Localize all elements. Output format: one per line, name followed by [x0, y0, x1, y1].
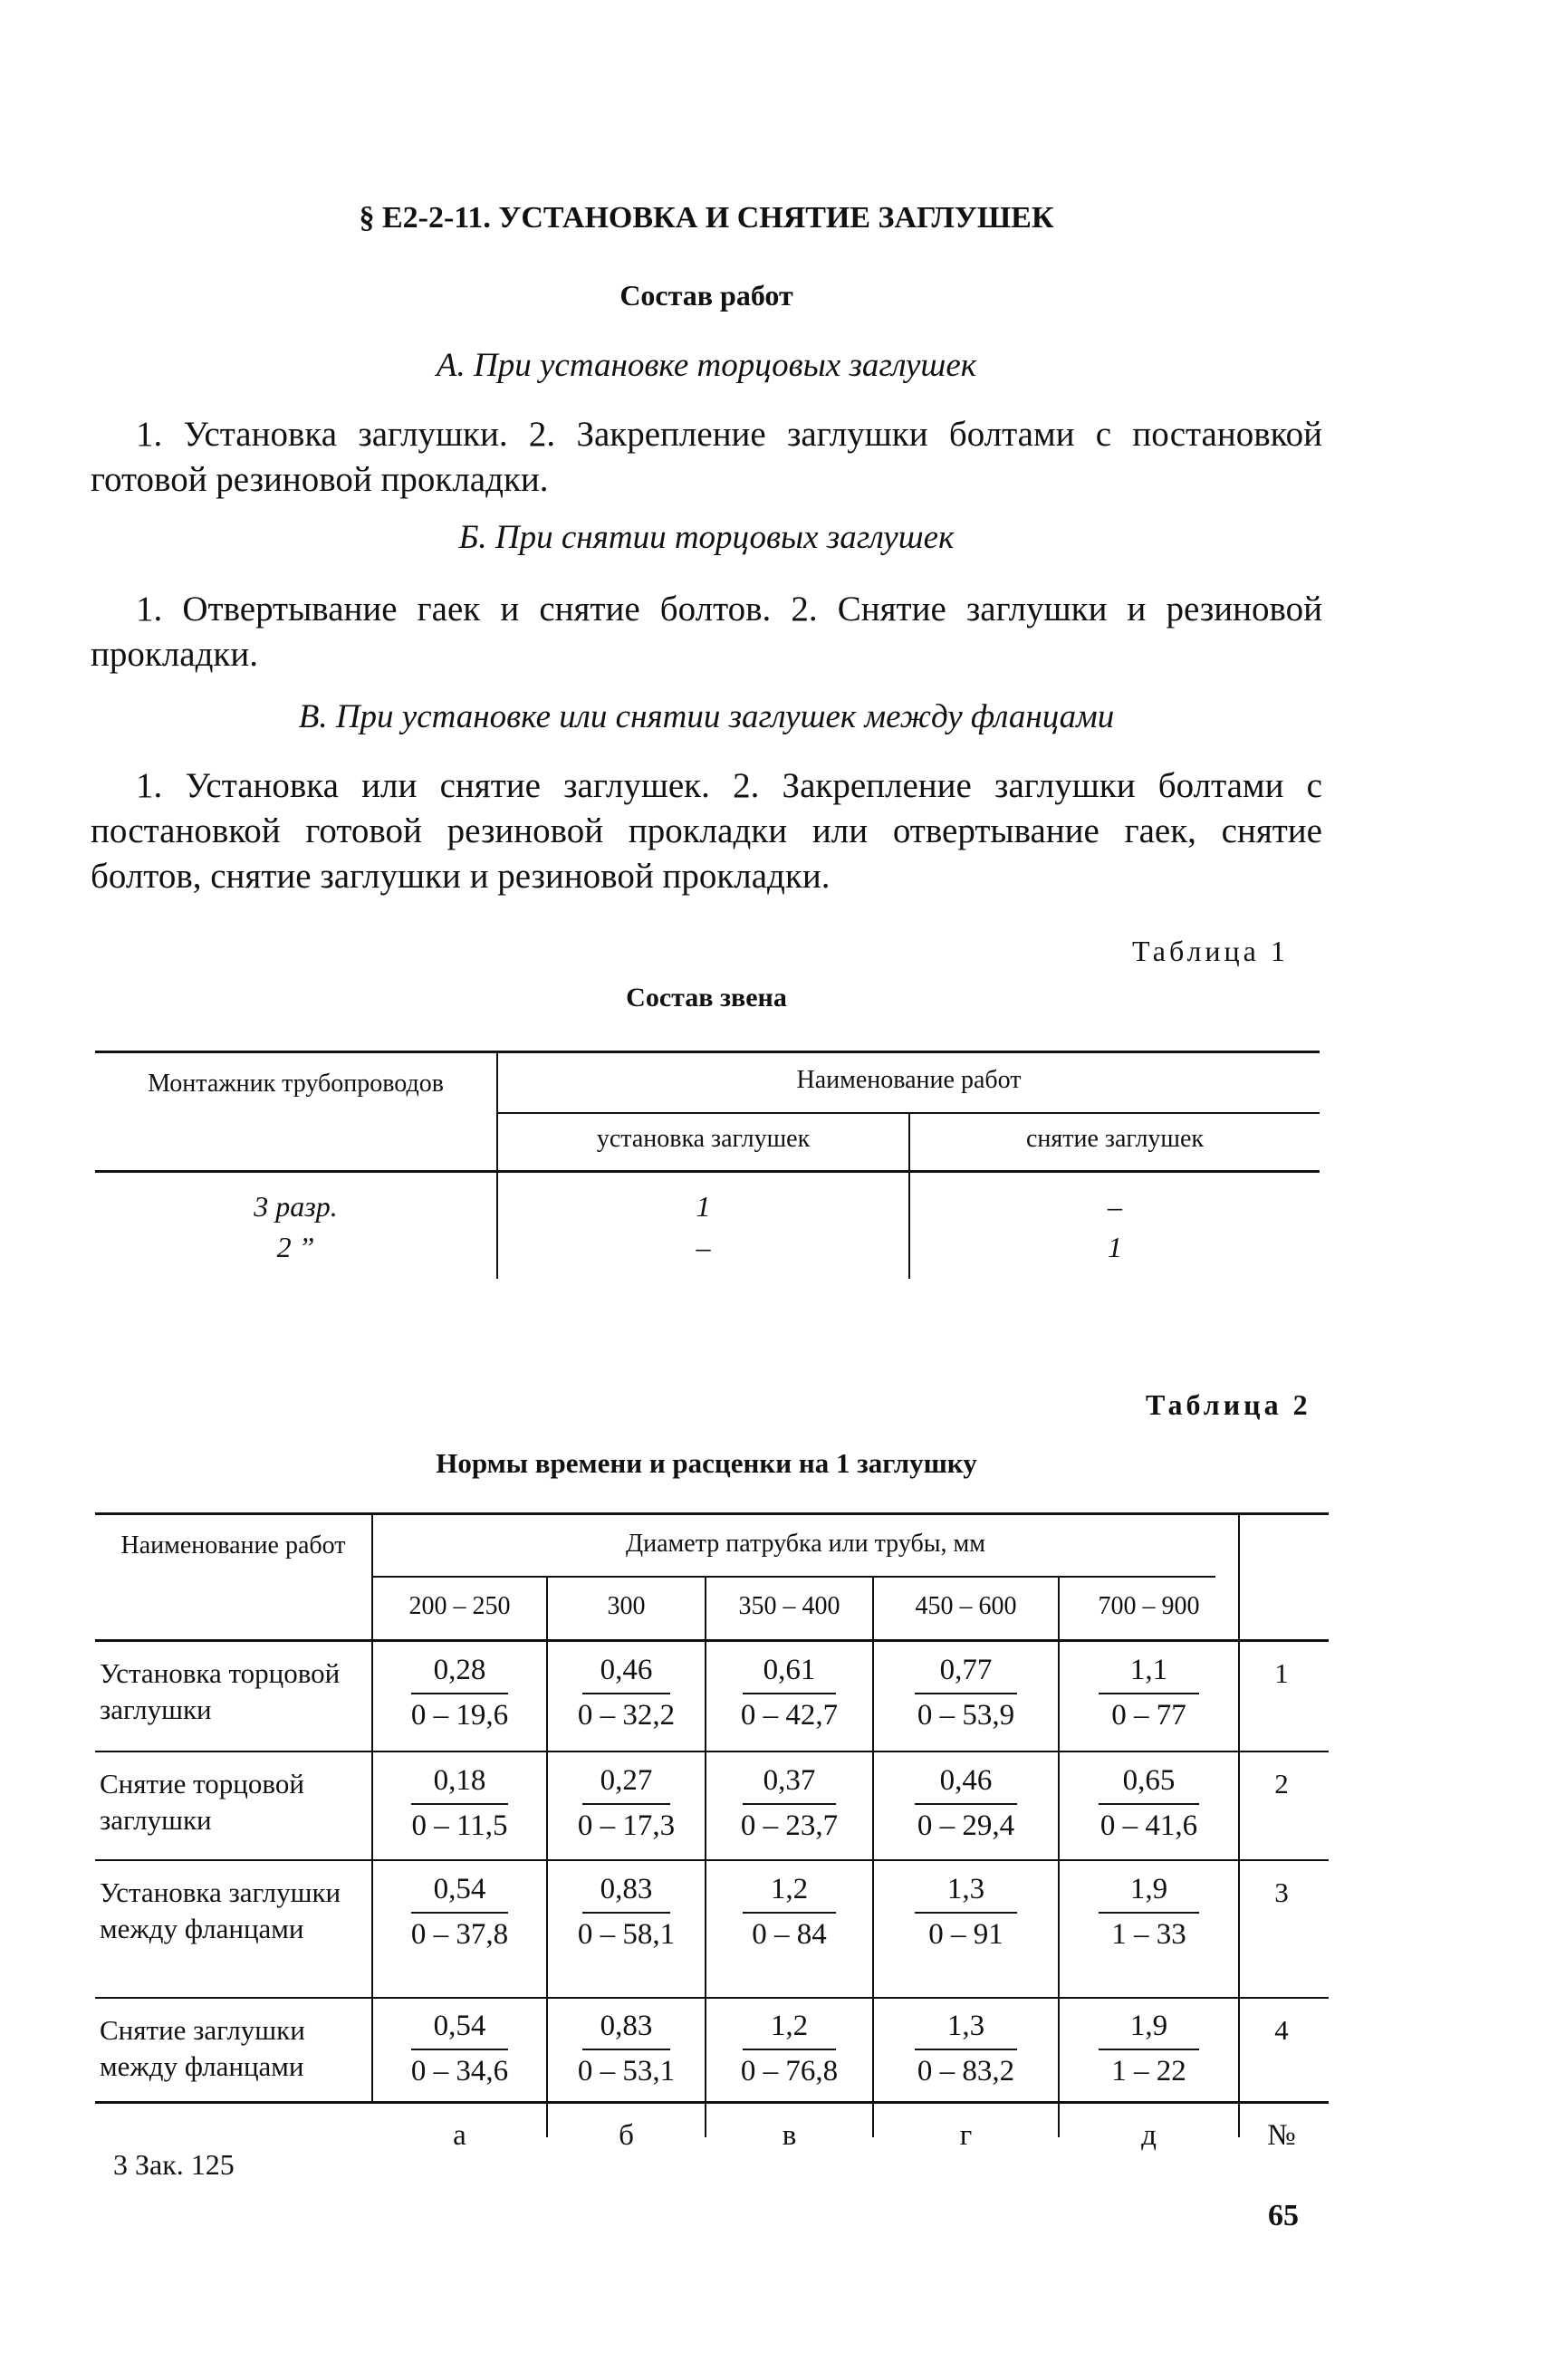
section-a-heading: А. При установке торцовых заглушек [436, 347, 977, 384]
page-number: 65 [1268, 2199, 1299, 2232]
table2-diameter: 700 – 900 [1098, 1592, 1200, 1620]
table2-cell: 1,3 0 – 91 [874, 1872, 1058, 1963]
table2-cell: 0,65 0 – 41,6 [1099, 1764, 1198, 1842]
table1-row-install: 1 [696, 1190, 711, 1223]
table2-col-name: Наименование работ [120, 1531, 346, 1559]
table2-cell: 0,46 0 – 29,4 [874, 1763, 1058, 1854]
footer-note: 3 Зак. 125 [113, 2148, 235, 2181]
table1-caption: Состав звена [626, 983, 787, 1012]
table2-diameter: 300 [607, 1592, 646, 1620]
table2-label: Таблица 2 [1146, 1388, 1311, 1421]
table1-col-works: Наименование работ [796, 1066, 1022, 1094]
work-composition-title: Состав работ [619, 279, 793, 312]
table2-diameter: 450 – 600 [915, 1592, 1017, 1620]
table2-cell: 0,28 0 – 19,6 [410, 1654, 509, 1732]
table2-cell: 1,2 0 – 76,8 [740, 2010, 839, 2087]
table2-cell: 1,1 0 – 77 [1060, 1653, 1238, 1743]
table2-row-num: 1 [1274, 1657, 1289, 1689]
table2-footer-num: № [1267, 2119, 1296, 2152]
table2-row-name: Установка торцовой заглушки [100, 1657, 341, 1725]
table2-footer-letter: б [619, 2119, 634, 2152]
table2-cell: 0,77 0 – 53,9 [874, 1653, 1058, 1743]
table2-cell: 0,61 0 – 42,7 [740, 1654, 839, 1732]
table2-row-name: Снятие торцовой заглушки [100, 1768, 304, 1836]
table2-row-num: 2 [1274, 1768, 1289, 1799]
section-a-text: 1. Установка заглушки. 2. Закрепление заглушки болтами с постановкой готовой резиновой прокладки. [91, 415, 1322, 499]
section-c-text: 1. Установка или снятие заглушек. 2. Закрепление заглушки болтами с постановкой готовой резиновой прокладки или отвертывание гаек, снятие болтов, снятие заглушки и резиновой прокладки. [91, 766, 1322, 896]
section-c-heading: В. При установке или снятии заглушек между фланцами [298, 698, 1115, 735]
table2-footer-letter: д [1141, 2119, 1157, 2152]
table2-diameter: 200 – 250 [408, 1592, 511, 1620]
table2-cell: 0,83 0 – 53,1 [577, 2010, 676, 2087]
table1-row-grade: 3 разр. [254, 1190, 338, 1223]
table2-cell: 1,3 0 – 83,2 [874, 2009, 1058, 2099]
table1-row-remove: – [1108, 1190, 1122, 1223]
table2-cell: 0,83 0 – 58,1 [577, 1873, 676, 1951]
table2-cell: 0,54 0 – 37,8 [410, 1873, 509, 1951]
section-b-heading: Б. При снятии торцовых заглушек [458, 519, 955, 556]
table2-diameter: 350 – 400 [738, 1592, 840, 1620]
table1-label: Таблица 1 [1132, 935, 1289, 967]
table2-footer-letter: а [453, 2119, 466, 2152]
section-title: § Е2-2-11. УСТАНОВКА И СНЯТИЕ ЗАГЛУШЕК [359, 201, 1054, 235]
table2-cell: 0,27 0 – 17,3 [577, 1764, 676, 1842]
table2-col-diam: Диаметр патрубка или трубы, мм [626, 1530, 985, 1558]
table2-row-name: Снятие заглушки между фланцами [100, 2014, 305, 2082]
table2-row-num: 4 [1274, 2014, 1289, 2046]
table2-cell: 1,2 0 – 84 [706, 1872, 872, 1963]
table1-sub-install: установка заглушек [596, 1125, 811, 1153]
table1-row-install: – [696, 1231, 711, 1263]
table2-cell: 0,37 0 – 23,7 [740, 1764, 839, 1842]
table2-footer-letter: в [782, 2119, 797, 2152]
table1-sub-remove: снятие заглушек [1025, 1125, 1205, 1153]
section-b-text: 1. Отвертывание гаек и снятие болтов. 2. Снятие заглушки и резиновой прокладки. [91, 590, 1322, 674]
table2-row-num: 3 [1274, 1876, 1289, 1908]
table2-footer-letter: г [959, 2119, 973, 2152]
table2-cell: 1,9 1 – 22 [1060, 2009, 1238, 2099]
table2-cell: 0,18 0 – 11,5 [411, 1764, 508, 1842]
table1-row-remove: 1 [1108, 1231, 1122, 1263]
table2-caption: Нормы времени и расценки на 1 заглушку [436, 1447, 977, 1479]
table1-row-grade: 2 ” [276, 1231, 315, 1263]
table2-cell: 1,9 1 – 33 [1060, 1872, 1238, 1963]
table2-row-name: Установка заглушки между фланцами [100, 1876, 341, 1944]
table1-col-worker: Монтажник трубопроводов [148, 1070, 444, 1098]
table2-cell: 0,46 0 – 32,2 [577, 1654, 676, 1732]
table2-cell: 0,54 0 – 34,6 [410, 2010, 509, 2087]
